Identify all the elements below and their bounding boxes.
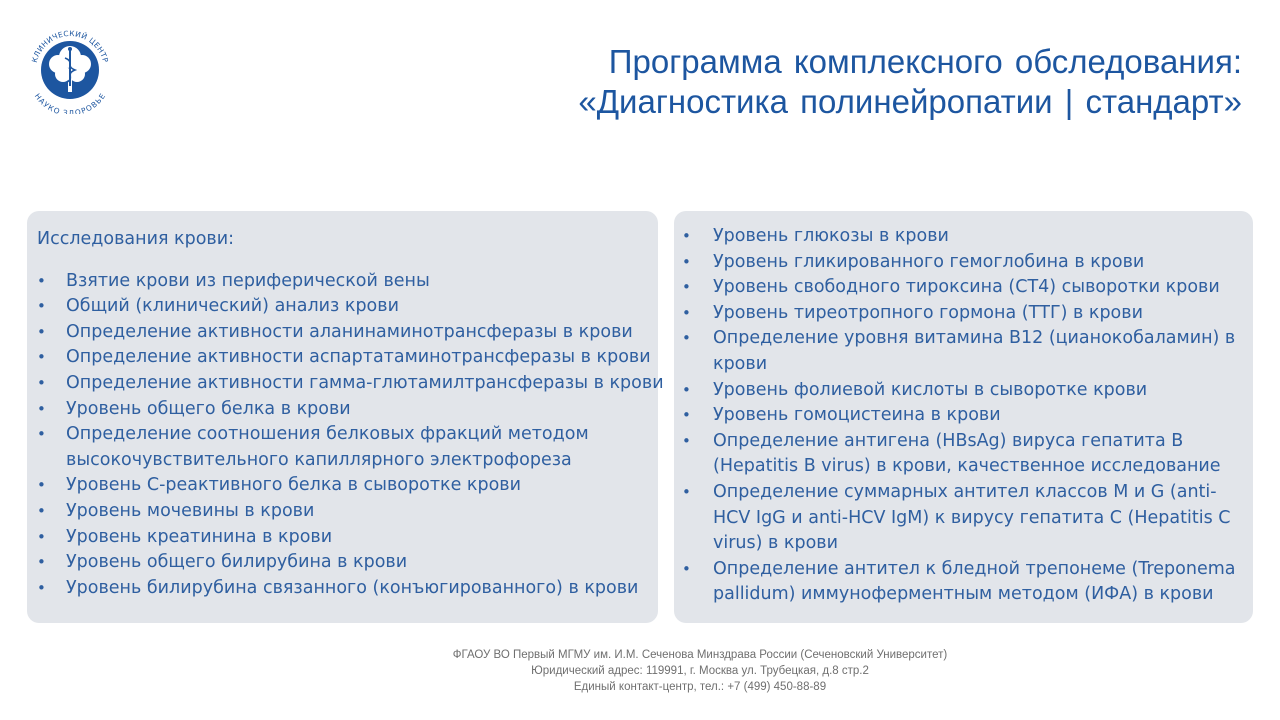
tree-with-caduceus-icon bbox=[24, 14, 116, 114]
list-item: • Определение активности аланинаминотрансферазы в крови bbox=[37, 320, 658, 346]
blood-tests-list bbox=[37, 269, 664, 602]
svg-text:НАУКО ЗДОРОВЬЕ: НАУКО ЗДОРОВЬЕ bbox=[32, 91, 108, 114]
title-line-2: «Диагностика полинейропатии | стандарт» bbox=[578, 83, 1242, 120]
footer-organization: ФГАОУ ВО Первый МГМУ им. И.М. Сеченова Минздрава России (Сеченовский Университет) bbox=[452, 649, 948, 661]
blood-tests-panel bbox=[27, 211, 664, 623]
list-item: • Уровень креатинина в крови bbox=[37, 525, 658, 551]
list-item: • Уровень фолиевой кислоты в сыворотке крови bbox=[682, 378, 1243, 404]
clinic-logo bbox=[24, 14, 116, 114]
footer-address: Юридический адрес: 119991, г. Москва ул. Трубецкая, д.8 стр.2 bbox=[531, 665, 869, 677]
list-item: • Уровень глюкозы в крови bbox=[682, 224, 1243, 250]
list-item: • Уровень гомоцистеина в крови bbox=[682, 403, 1243, 429]
list-item: • Определение суммарных антител классов M и G (anti-HCV IgG и anti-HCV IgM) к вирусу гепатита С (Hepatitis C virus) в крови bbox=[682, 481, 1231, 554]
list-item: • Уровень общего белка в крови bbox=[37, 397, 658, 423]
list-item: • Уровень билирубина связанного (конъюгированного) в крови bbox=[37, 576, 658, 602]
bullet-icon: • bbox=[682, 406, 691, 425]
bullet-icon: • bbox=[37, 425, 46, 444]
bullet-icon: • bbox=[37, 578, 46, 597]
list-item: • Определение соотношения белковых фракций методом высокочувствительного капиллярного электрофореза bbox=[37, 424, 589, 470]
footer bbox=[310, 647, 1090, 695]
list-item: • Определение антител к бледной трепонеме (Treponema pallidum) иммуноферментным методом (ИФА) в крови bbox=[682, 558, 1236, 605]
list-item: • Определение уровня витамина В12 (цианокобаламин) в крови bbox=[682, 328, 1236, 374]
title-line-1: Программа комплексного обследования: bbox=[608, 43, 1242, 80]
list-item: • Уровень тиреотропного гормона (ТТГ) в крови bbox=[682, 301, 1243, 327]
bullet-icon: • bbox=[37, 527, 46, 546]
additional-tests-list bbox=[682, 224, 1253, 608]
bullet-icon: • bbox=[682, 482, 691, 501]
list-item: • Общий (клинический) анализ крови bbox=[37, 294, 658, 320]
bullet-icon: • bbox=[37, 399, 46, 418]
list-item: • Определение антигена (HBsAg) вируса гепатита В (Hepatitis B virus) в крови, качественное исследование bbox=[682, 430, 1221, 477]
bullet-icon: • bbox=[37, 271, 46, 290]
page-title bbox=[342, 42, 1242, 122]
footer-contact: Единый контакт-центр, тел.: +7 (499) 450-88-89 bbox=[573, 681, 827, 693]
svg-text:КЛИНИЧЕСКИЙ ЦЕНТР: КЛИНИЧЕСКИЙ ЦЕНТР bbox=[29, 28, 111, 64]
bullet-icon: • bbox=[37, 476, 46, 495]
list-item: • Взятие крови из периферической вены bbox=[37, 269, 658, 295]
bullet-icon: • bbox=[37, 322, 46, 341]
bullet-icon: • bbox=[682, 559, 691, 578]
list-item: • Уровень свободного тироксина (СТ4) сыворотки крови bbox=[682, 275, 1243, 301]
bullet-icon: • bbox=[682, 431, 691, 450]
bullet-icon: • bbox=[37, 297, 46, 316]
bullet-icon: • bbox=[682, 303, 691, 322]
bullet-icon: • bbox=[682, 227, 691, 245]
list-item: • Уровень гликированного гемоглобина в крови bbox=[682, 250, 1243, 276]
bullet-icon: • bbox=[37, 501, 46, 520]
bullet-icon: • bbox=[682, 380, 691, 399]
list-item: • Уровень мочевины в крови bbox=[37, 499, 658, 525]
bullet-icon: • bbox=[37, 373, 46, 392]
bullet-icon: • bbox=[682, 278, 691, 297]
bullet-icon: • bbox=[682, 252, 691, 271]
list-item: • Определение активности гамма-глютамилтрансферазы в крови bbox=[37, 371, 658, 397]
list-item: • Определение активности аспартатаминотрансферазы в крови bbox=[37, 345, 658, 371]
list-item: • Уровень общего билирубина в крови bbox=[37, 550, 658, 576]
bullet-icon: • bbox=[37, 553, 46, 572]
list-item: • Уровень С-реактивного белка в сыворотке крови bbox=[37, 473, 658, 499]
additional-tests-panel bbox=[674, 211, 1253, 623]
blood-tests-heading: Исследования крови: bbox=[37, 229, 235, 249]
bullet-icon: • bbox=[37, 348, 46, 367]
bullet-icon: • bbox=[682, 329, 691, 348]
